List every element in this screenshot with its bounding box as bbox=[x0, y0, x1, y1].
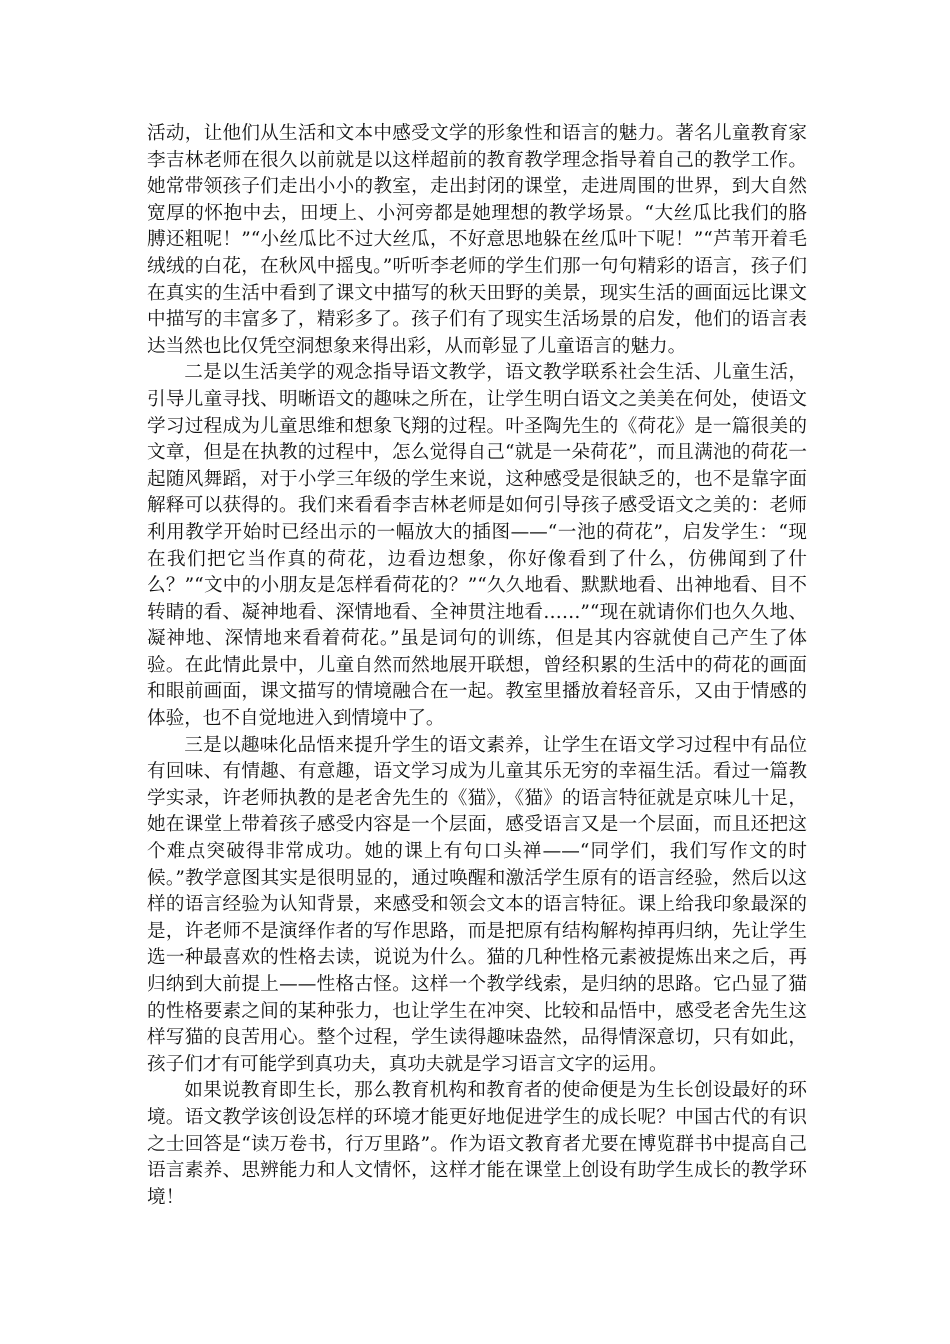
article-body bbox=[147, 121, 807, 1211]
paragraph-interest-appreciation: 三是以趣味化品悟来提升学生的语文素养，让学生在语文学习过程中有品位有回味、有情趣、有意趣，语文学习成为儿童其乐无穷的幸福生活。看过一篇教学实录，许老师执教的是老舍先生的《猫》，《猫》的语言特征就是京味儿十足，她在课堂上带着孩子感受内容是一个层面，感受语言又是一个层面，而且还把这个难点突破得非常成功。她的课上有句口头禅——“同学们，我们写作文的时候。”教学意图其实是很明显的，通过唤醒和激活学生原有的语言经验，然后以这样的语言经验为认知背景，来感受和领会文本的语言特征。课上给我印象最深的是，许老师不是演绎作者的写作思路，而是把原有结构解构掉再归纳，先让学生选一种最喜欢的性格去读，说说为什么。猫的几种性格元素被提炼出来之后，再归纳到大前提上——性格古怪。这样一个教学线索，是归纳的思路。它凸显了猫的性格要素之间的某种张力，也让学生在冲突、比较和品悟中，感受老舍先生这样写猫的良苦用心。整个过程，学生读得趣味盎然，品得情深意切，只有如此，孩子们才有可能学到真功夫，真功夫就是学习语言文字的运用。 bbox=[147, 734, 807, 1075]
paragraph-continuation: 活动，让他们从生活和文本中感受文学的形象性和语言的魅力。著名儿童教育家李吉林老师在很久以前就是以这样超前的教育教学理念指导着自己的教学工作。她常带领孩子们走出小小的教室，走出封闭的课堂，走进周围的世界，到大自然宽厚的怀抱中去，田埂上、小河旁都是她理想的教学场景。“大丝瓜比我们的胳膊还粗呢！”“小丝瓜比不过大丝瓜，不好意思地躲在丝瓜叶下呢！”“芦苇开着毛绒绒的白花，在秋风中摇曳。”听听李老师的学生们那一句句精彩的语言，孩子们在真实的生活中看到了课文中描写的秋天田野的美景，现实生活的画面远比课文中描写的丰富多了，精彩多了。孩子们有了现实生活场景的启发，他们的语言表达当然也比仅凭空洞想象来得出彩，从而彰显了儿童语言的魅力。 bbox=[147, 123, 807, 357]
paragraph-conclusion: 如果说教育即生长，那么教育机构和教育者的使命便是为生长创设最好的环境。语文教学该创设怎样的环境才能更好地促进学生的成长呢？中国古代的有识之士回答是“读万卷书，行万里路”。作为语文教育者尤要在博览群书中提高自己语言素养、思辨能力和人文情怀，这样才能在课堂上创设有助学生成长的教学环境！ bbox=[147, 1080, 807, 1208]
paragraph-life-aesthetics: 二是以生活美学的观念指导语文教学，语文教学联系社会生活、儿童生活，引导儿童寻找、明晰语文的趣味之所在，让学生明白语文之美美在何处，使语文学习过程成为儿童思维和想象飞翔的过程。叶圣陶先生的《荷花》是一篇很美的文章，但是在执教的过程中，怎么觉得自己“就是一朵荷花”，而且满池的荷花一起随风舞蹈，对于小学三年级的学生来说，这种感受是很缺乏的，也不是靠字面解释可以获得的。我们来看看李吉林老师是如何引导孩子感受语文之美的：老师利用教学开始时已经出示的一幅放大的插图——“一池的荷花”，启发学生：“现在我们把它当作真的荷花，边看边想象，你好像看到了什么，仿佛闻到了什么？”“文中的小朋友是怎样看荷花的？”“久久地看、默默地看、出神地看、目不转睛的看、凝神地看、深情地看、全神贯注地看……”“现在就请你们也久久地、凝神地、深情地来看着荷花。”虽是词句的训练，但是其内容就使自己产生了体验。在此情此景中，儿童自然而然地展开联想，曾经积累的生活中的荷花的画面和眼前画面，课文描写的情境融合在一起。教室里播放着轻音乐，又由于情感的体验，也不自觉地进入到情境中了。 bbox=[147, 362, 807, 730]
